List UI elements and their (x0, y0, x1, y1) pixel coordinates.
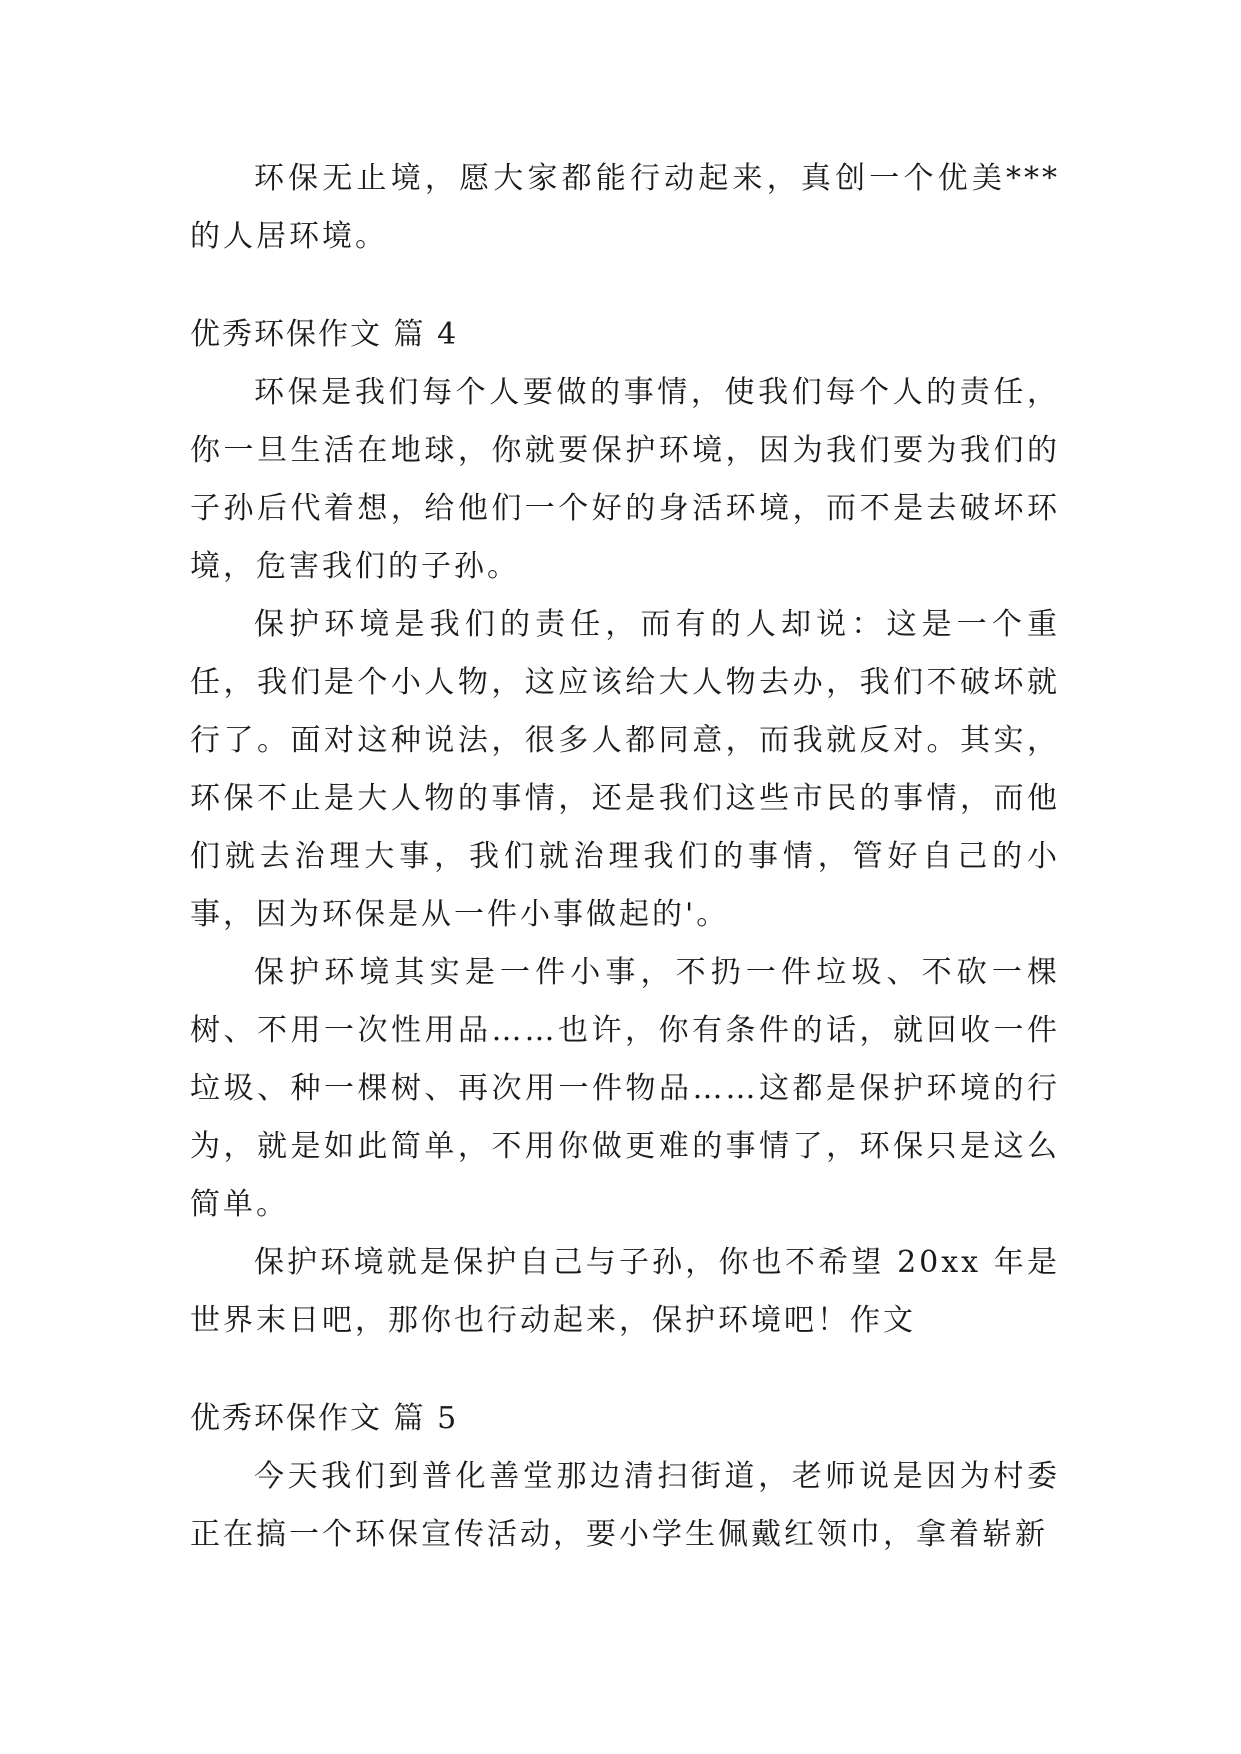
paragraph: 保护环境其实是一件小事，不扔一件垃圾、不砍一棵树、不用一次性用品……也许，你有条件的话，就回收一件垃圾、种一棵树、再次用一件物品……这都是保护环境的行为，就是如此简单，不用你做更难的事情了，环保只是这么简单。 (190, 955, 1060, 1222)
paragraph: 保护环境是我们的责任，而有的人却说：这是一个重任，我们是个小人物，这应该给大人物去办，我们不破坏就行了。面对这种说法，很多人都同意，而我就反对。其实，环保不止是大人物的事情，还是我们这些市民的事情，而他们就去治理大事，我们就治理我们的事情，管好自己的小事，因为环保是从一件小事做起的'。 (190, 607, 1060, 932)
section-heading-5: 优秀环保作文 篇 5 (190, 1401, 459, 1436)
section-heading-4: 优秀环保作文 篇 4 (190, 317, 459, 352)
paragraph: 环保无止境，愿大家都能行动起来，真创一个优美***的人居环境。 (190, 161, 1060, 254)
paragraph: 今天我们到普化善堂那边清扫街道，老师说是因为村委正在搞一个环保宣传活动，要小学生佩戴红领巾，拿着崭新 (190, 1459, 1060, 1552)
paragraph: 保护环境就是保护自己与子孙，你也不希望 20xx 年是世界末日吧，那你也行动起来，保护环境吧！作文 (190, 1245, 1060, 1338)
paragraph: 环保是我们每个人要做的事情，使我们每个人的责任，你一旦生活在地球，你就要保护环境，因为我们要为我们的子孙后代着想，给他们一个好的身活环境，而不是去破坏环境，危害我们的子孙。 (190, 375, 1060, 584)
document-body (190, 150, 1060, 1564)
